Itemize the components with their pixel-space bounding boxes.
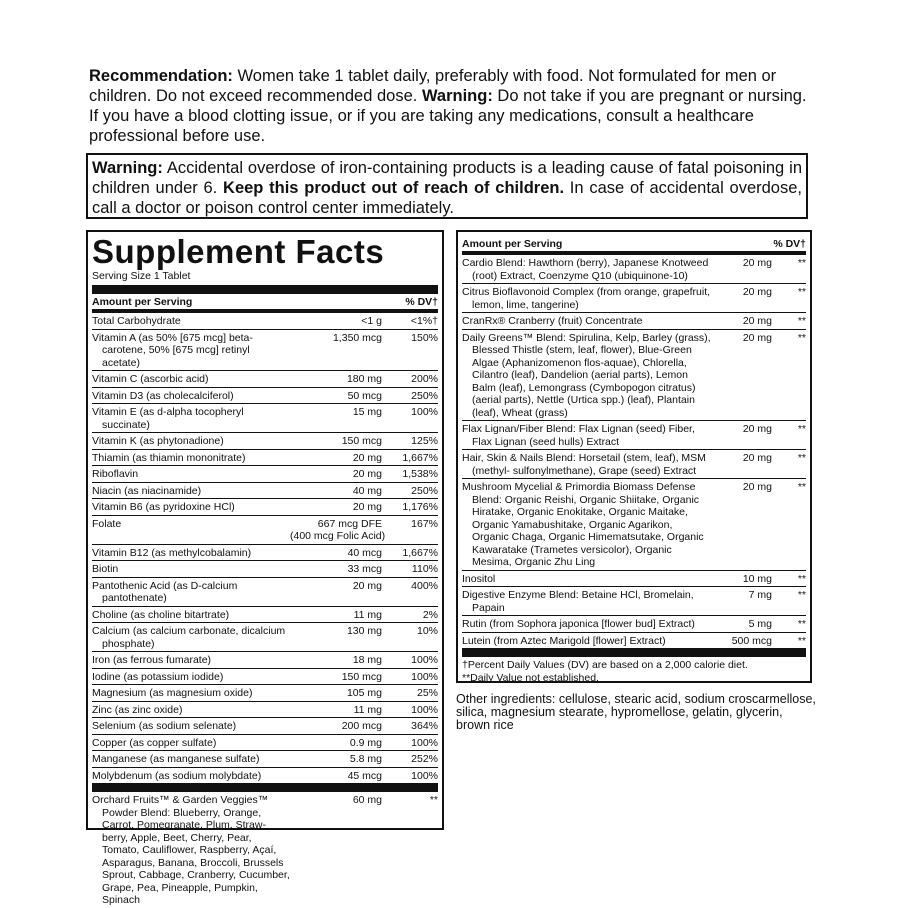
- nutrient-name: Riboflavin: [92, 468, 139, 480]
- nutrient-amount: [290, 452, 390, 465]
- iron-warning-bold: Keep this product out of reach of children.: [223, 179, 565, 197]
- nutrient-name: Inositol: [462, 572, 496, 585]
- warning-label: Warning:: [421, 87, 493, 105]
- nutrient-dv: **: [797, 481, 806, 493]
- amount-value: 11 mg: [353, 608, 382, 621]
- iron-warning-label: Warning:: [92, 159, 163, 177]
- nutrient-amount: [712, 332, 780, 420]
- nutrient-amount: [290, 315, 390, 328]
- facts-row: [92, 483, 438, 500]
- nutrient-dv: 110%: [411, 563, 438, 575]
- facts-row: [462, 450, 806, 479]
- nutrient-amount: [712, 452, 780, 477]
- facts-row: [462, 616, 806, 633]
- facts-row: [92, 718, 438, 735]
- recommendation-label: Recommendation:: [89, 67, 233, 85]
- facts-row: [92, 768, 438, 793]
- iron-warning-text-1: Accidental overdose of iron-containing products is a leading cause of fatal poisoning in children under 6.: [92, 159, 802, 197]
- facts-row: [92, 433, 438, 450]
- nutrient-dv: 1,538%: [402, 468, 438, 480]
- amount-value: 20 mg: [742, 257, 772, 269]
- dv-header: % DV†: [773, 238, 806, 250]
- serving-size: Serving Size 1 Tablet: [92, 270, 438, 294]
- nutrient-name: Daily Greens™ Blend: Spirulina, Kelp, Barley (grass), Blessed Thistle (stem, leaf, flower), Blue-Green Algae (Aphanizomenon flos-aquae), Chlorella, Cilantro (leaf), Dandelion (aerial parts), Lemon Balm (leaf), Lemongrass (Cymbopogon citratus) (aerial parts), Nettle (Urtica spp.) (leaf), Plantain (leaf), Wheat (grass): [462, 331, 711, 419]
- nutrient-amount: [290, 687, 390, 700]
- nutrient-amount: [290, 720, 390, 733]
- nutrient-dv: 250%: [411, 389, 438, 402]
- nutrient-dv: **: [797, 315, 806, 327]
- nutrient-amount: [290, 390, 390, 403]
- amount-value: 200 mcg: [341, 720, 382, 732]
- nutrient-amount: [290, 501, 390, 514]
- facts-row: [92, 466, 438, 483]
- footnote-dv: †Percent Daily Values (DV) are based on a 2,000 calorie diet.: [462, 659, 748, 671]
- nutrient-amount: [290, 563, 390, 576]
- right-rows: [462, 255, 806, 657]
- amount-value: 20 mg: [742, 452, 772, 464]
- facts-row: [92, 313, 438, 330]
- nutrient-dv: 252%: [411, 753, 438, 765]
- nutrient-amount: [290, 625, 390, 650]
- nutrient-amount: [712, 481, 780, 569]
- amount-value: 5.8 mg: [349, 753, 382, 765]
- nutrient-name: Calcium (as calcium carbonate, dicalcium phosphate): [92, 625, 286, 650]
- supplement-facts-title: Supplement Facts: [92, 233, 385, 270]
- nutrient-amount: [712, 423, 780, 448]
- amount-value: 10 mg: [742, 572, 772, 585]
- nutrient-dv: **: [797, 423, 806, 435]
- nutrient-dv: 167%: [411, 517, 438, 530]
- nutrient-dv: 150%: [411, 331, 438, 344]
- nutrient-name: Hair, Skin & Nails Blend: Horsetail (stem, leaf), MSM (methyl- sulfonylmethane), Grape (seed) Extract: [462, 452, 706, 477]
- nutrient-name: Vitamin C (ascorbic acid): [92, 373, 209, 385]
- left-header-row: [92, 294, 438, 313]
- supplement-facts-left-panel: [86, 230, 444, 906]
- amount-value: 20 mg: [742, 481, 772, 493]
- iron-warning-box: [86, 153, 808, 219]
- nutrient-amount: [290, 406, 390, 431]
- nutrient-dv: **: [797, 634, 806, 647]
- nutrient-name: Rutin (from Sophora japonica [flower bud] Extract): [462, 618, 695, 630]
- nutrient-name: Vitamin B12 (as methylcobalamin): [92, 546, 252, 559]
- facts-row: [92, 702, 438, 719]
- nutrient-name: Niacin (as niacinamide): [92, 484, 202, 497]
- nutrient-dv: **: [797, 589, 806, 601]
- amount-value: 33 mcg: [347, 563, 382, 575]
- facts-row: [92, 561, 438, 578]
- amount-value: 150 mcg: [341, 670, 382, 683]
- nutrient-amount: [712, 573, 780, 586]
- nutrient-dv: **: [797, 286, 806, 298]
- nutrient-dv: 1,176%: [402, 501, 438, 513]
- amount-value: 20 mg: [742, 315, 772, 327]
- footnote-not-established: **Daily Value not established.: [462, 672, 599, 684]
- nutrient-amount: [290, 332, 390, 370]
- amount-value: 11 mg: [353, 703, 382, 716]
- footnotes: [462, 657, 806, 685]
- amount-value: 15 mg: [352, 406, 382, 418]
- amount-value: 40 mcg: [347, 546, 382, 559]
- nutrient-dv: 250%: [411, 484, 438, 497]
- facts-row: [92, 669, 438, 686]
- nutrient-dv: 125%: [411, 435, 438, 447]
- amount-value: 20 mg: [352, 468, 382, 480]
- amount-value: 667 mcg DFE: [317, 517, 382, 530]
- nutrient-amount: [290, 373, 390, 386]
- nutrient-name: Vitamin E (as d-alpha tocopheryl succinate): [92, 406, 244, 431]
- amount-value: <1 g: [361, 315, 382, 327]
- nutrient-name: Vitamin B6 (as pyridoxine HCl): [92, 501, 235, 513]
- nutrient-amount: [290, 794, 390, 907]
- nutrient-name: Iodine (as potassium iodide): [92, 670, 224, 683]
- amount-value: 7 mg: [748, 589, 772, 601]
- nutrient-amount: [712, 635, 780, 648]
- nutrient-dv: 100%: [411, 670, 438, 683]
- facts-row: [462, 313, 806, 330]
- nutrient-name: Vitamin K (as phytonadione): [92, 435, 224, 447]
- nutrient-name: Iron (as ferrous fumarate): [92, 654, 212, 666]
- nutrient-amount: [290, 547, 390, 560]
- nutrient-dv: 2%: [422, 608, 438, 621]
- nutrient-dv: 1,667%: [402, 546, 438, 559]
- left-rows: [92, 313, 438, 908]
- amount-value: 180 mg: [346, 373, 382, 385]
- nutrient-name: Copper (as copper sulfate): [92, 736, 217, 749]
- nutrient-amount: [290, 485, 390, 498]
- nutrient-name: Total Carbohydrate: [92, 315, 181, 327]
- facts-row: [92, 751, 438, 768]
- nutrient-name: CranRx® Cranberry (fruit) Concentrate: [462, 315, 643, 327]
- facts-row: [462, 255, 806, 284]
- nutrient-dv: **: [797, 452, 806, 464]
- recommendation-text: [89, 66, 811, 146]
- supplement-facts-right-panel: [456, 230, 812, 683]
- facts-row: [92, 450, 438, 467]
- facts-row: [462, 587, 806, 616]
- nutrient-amount: [712, 257, 780, 282]
- nutrient-dv: 100%: [411, 703, 438, 716]
- nutrient-name: Folate: [92, 517, 122, 530]
- facts-row: [92, 578, 438, 607]
- facts-row: [92, 545, 438, 562]
- nutrient-dv: 1,667%: [402, 451, 438, 464]
- nutrient-name: Vitamin A (as 50% [675 mcg] beta-carotene, 50% [675 mcg] retinyl acetate): [92, 331, 253, 369]
- nutrient-name: Orchard Fruits™ & Garden Veggies™ Powder Blend: Blueberry, Orange, Carrot, Pomegranate, Plum, Straw- berry, Apple, Beet, Cherry, Pear, Tomato, Cauliflower, Raspberry, Açaí, Asparagus, Banana, Broccoli, Brussels Sprout, Cabbage, Cranberry, Cucumber, Grape, Pea, Pineapple, Pumpkin, Spinach: [92, 794, 290, 906]
- nutrient-amount: [290, 770, 390, 783]
- amount-value: 500 mcg: [731, 634, 772, 647]
- amount-note: (400 mcg Folic Acid): [290, 530, 386, 542]
- nutrient-dv: 100%: [411, 736, 438, 749]
- facts-row: [92, 652, 438, 669]
- facts-row: [462, 284, 806, 313]
- nutrient-amount: [712, 618, 780, 631]
- facts-row: [92, 516, 438, 545]
- nutrient-name: Digestive Enzyme Blend: Betaine HCl, Bromelain, Papain: [462, 589, 694, 614]
- facts-row: [92, 735, 438, 752]
- nutrient-name: Thiamin (as thiamin mononitrate): [92, 451, 246, 464]
- nutrient-name: Manganese (as manganese sulfate): [92, 753, 260, 765]
- facts-row: [92, 685, 438, 702]
- facts-row: [92, 623, 438, 652]
- amount-value: 20 mg: [352, 501, 382, 513]
- nutrient-dv: 100%: [411, 769, 438, 782]
- nutrient-name: Flax Lignan/Fiber Blend: Flax Lignan (seed) Fiber, Flax Lignan (seed hulls) Extract: [462, 423, 695, 448]
- nutrient-name: Choline (as choline bitartrate): [92, 608, 230, 621]
- nutrient-amount: [290, 737, 390, 750]
- nutrient-dv: **: [797, 257, 806, 269]
- amount-value: 150 mcg: [341, 435, 382, 447]
- nutrient-amount: [712, 286, 780, 311]
- amount-value: 40 mg: [352, 484, 382, 497]
- facts-row: [92, 499, 438, 516]
- facts-row: [462, 330, 806, 422]
- facts-row: [462, 421, 806, 450]
- nutrient-name: Lutein (from Aztec Marigold [flower] Extract): [462, 634, 666, 647]
- nutrient-dv: **: [797, 331, 806, 344]
- amount-value: 18 mg: [352, 654, 382, 666]
- nutrient-name: Biotin: [92, 563, 119, 575]
- nutrient-amount: [290, 468, 390, 481]
- other-ingredients: Other ingredients: cellulose, stearic acid, sodium croscarmellose, silica, magnesium stearate, hypromellose, gelatin, glycerin, brown rice: [456, 692, 816, 732]
- amount-value: 20 mg: [742, 286, 772, 298]
- amount-value: 20 mg: [352, 451, 382, 464]
- facts-row: [92, 792, 438, 908]
- amount-value: 20 mg: [742, 331, 772, 344]
- recommendation-text-1: Women take 1 tablet daily, preferably with food. Not formulated for men or children. Do not exceed recommended dose.: [89, 67, 777, 105]
- right-header-row: [462, 232, 806, 255]
- nutrient-amount: [290, 518, 390, 543]
- nutrient-dv: <1%†: [410, 315, 438, 327]
- amount-value: 60 mg: [352, 794, 382, 806]
- amount-value: 0.9 mg: [349, 736, 382, 749]
- facts-row: [92, 607, 438, 624]
- nutrient-name: Selenium (as sodium selenate): [92, 720, 237, 732]
- facts-row: [462, 479, 806, 571]
- nutrient-amount: [290, 753, 390, 766]
- nutrient-name: Molybdenum (as sodium molybdate): [92, 769, 262, 782]
- nutrient-dv: **: [797, 618, 806, 630]
- facts-row: [462, 633, 806, 658]
- amount-value: 20 mg: [742, 423, 772, 435]
- nutrient-name: Pantothenic Acid (as D-calcium pantothenate): [92, 579, 238, 604]
- amount-value: 45 mcg: [347, 769, 382, 782]
- nutrient-name: Zinc (as zinc oxide): [92, 703, 183, 716]
- facts-row: [462, 571, 806, 588]
- facts-row: [92, 388, 438, 405]
- nutrient-dv: 200%: [411, 373, 438, 385]
- amount-value: 1,350 mcg: [332, 331, 382, 344]
- nutrient-amount: [712, 315, 780, 328]
- nutrient-name: Vitamin D3 (as cholecalciferol): [92, 389, 234, 402]
- nutrient-dv: 400%: [411, 579, 438, 592]
- nutrient-amount: [290, 671, 390, 684]
- nutrient-dv: 10%: [416, 625, 438, 637]
- amount-value: 105 mg: [346, 687, 382, 699]
- nutrient-name: Cardio Blend: Hawthorn (berry), Japanese Knotweed (root) Extract, Coenzyme Q10 (ubiquinone-10): [462, 257, 709, 282]
- nutrient-amount: [712, 589, 780, 614]
- dv-header: % DV†: [405, 296, 438, 308]
- amount-header: Amount per Serving: [462, 238, 563, 250]
- nutrient-name: Mushroom Mycelial & Primordia Biomass Defense Blend: Organic Reishi, Organic Shiitake, Organic Hiratake, Organic Enokitake, Organic Maitake, Organic Yamabushitake, Organic Agarikon, Organic Chaga, Organic Himematsutake, Organic Kawaratake (Trametes versicolor), Organic Mesima, Organic Zhu Ling: [462, 481, 704, 568]
- nutrient-dv: 25%: [416, 687, 438, 699]
- amount-header: Amount per Serving: [92, 296, 193, 308]
- nutrient-name: Citrus Bioflavonoid Complex (from orange, grapefruit, lemon, lime, tangerine): [462, 286, 711, 311]
- recommendation-text-2: Do not take if you are pregnant or nursing. If you have a blood clotting issue, or if you are taking any medications, consult a healthcare professional before use.: [89, 87, 807, 145]
- facts-row: [92, 404, 438, 433]
- nutrient-dv: **: [797, 572, 806, 585]
- nutrient-amount: [290, 435, 390, 448]
- nutrient-amount: [290, 704, 390, 717]
- facts-row: [92, 371, 438, 388]
- nutrient-amount: [290, 609, 390, 622]
- nutrient-amount: [290, 580, 390, 605]
- nutrient-dv: **: [429, 794, 438, 806]
- nutrient-name: Magnesium (as magnesium oxide): [92, 687, 253, 699]
- nutrient-amount: [290, 654, 390, 667]
- facts-row: [92, 330, 438, 372]
- nutrient-dv: 100%: [411, 654, 438, 666]
- nutrient-dv: 364%: [411, 720, 438, 732]
- amount-value: 50 mcg: [347, 389, 382, 402]
- nutrient-dv: 100%: [411, 406, 438, 418]
- amount-value: 5 mg: [748, 618, 772, 630]
- iron-warning-text-2: In case of accidental overdose, call a doctor or poison control center immediately.: [92, 179, 802, 217]
- amount-value: 20 mg: [352, 579, 382, 592]
- amount-value: 130 mg: [346, 625, 382, 637]
